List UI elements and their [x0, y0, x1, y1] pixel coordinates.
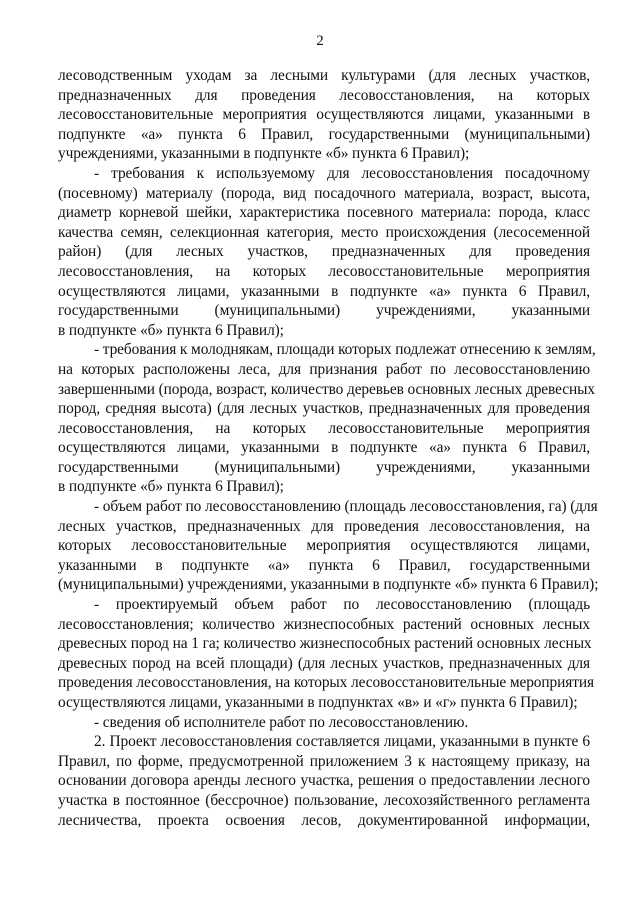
text-line: район) (для лесных участков, предназначенных для проведения — [58, 243, 590, 261]
text-line: качества семян, селекционная категория, место происхождения (лесосеменной — [58, 223, 590, 241]
text-line: лесовосстановления; количество жизнеспособных растений основных лесных — [58, 615, 590, 633]
text-line: на которых расположены леса, для признания работ по лесовосстановлению — [58, 360, 590, 378]
text-line: - сведения об исполнителе работ по лесовосстановлению. — [94, 713, 469, 731]
body-text — [58, 66, 599, 830]
text-line: лесовосстановления, на которых лесовосстановительные мероприятия — [58, 419, 590, 437]
text-line: завершенными (порода, возраст, количество деревьев основных лесных древесных — [58, 380, 595, 398]
text-line: которых лесовосстановительные мероприятия осуществляются лицами, — [58, 537, 590, 555]
text-line: в подпункте «б» пункта 6 Правил); — [58, 478, 284, 496]
text-line: (муниципальными) учреждениями, указанными в подпункте «б» пункта 6 Правил); — [58, 576, 599, 594]
text-line: указанными в подпункте «а» пункта 6 Правил, государственными — [58, 556, 590, 574]
text-line: (посевному) материалу (порода, вид посадочного материала, возраст, высота, — [58, 184, 590, 202]
text-line: государственными (муниципальными) учреждениями, указанными — [58, 302, 590, 320]
text-line: участка в постоянное (бессрочное) пользование, лесохозяйственного регламента — [58, 791, 590, 809]
text-line: - требования к используемому для лесовосстановления посадочному — [94, 164, 590, 182]
text-line: предназначенных для проведения лесовосстановления, на которых — [58, 86, 590, 104]
text-line: 2. Проект лесовосстановления составляется лицами, указанными в пункте 6 — [94, 733, 590, 751]
text-line: - требования к молоднякам, площади которых подлежат отнесению к землям, — [94, 341, 596, 359]
text-line: лесных участков, предназначенных для проведения лесовосстановления, на — [58, 517, 590, 535]
text-line: осуществляются лицами, указанными в подпункте «а» пункта 6 Правил, — [58, 439, 590, 457]
page-number: 2 — [316, 33, 324, 49]
text-line: основании договора аренды лесного участка, решения о предоставлении лесного — [58, 772, 590, 790]
text-line: в подпункте «б» пункта 6 Правил); — [58, 321, 284, 339]
text-line: древесных пород на 1 га; количество жизнеспособных растений основных лесных — [58, 635, 592, 653]
text-line: - проектируемый объем работ по лесовосстановлению (площадь — [94, 596, 590, 614]
text-line: диаметр корневой шейки, характеристика посевного материала: порода, класс — [58, 204, 590, 222]
text-line: лесовосстановления, на которых лесовосстановительные мероприятия — [58, 262, 590, 280]
text-line: пород, средняя высота) (для лесных участков, предназначенных для проведения — [58, 400, 590, 418]
text-line: - объем работ по лесовосстановлению (площадь лесовосстановления, га) (для — [94, 498, 598, 516]
text-line: учреждениями, указанными в подпункте «б» пункта 6 Правил); — [58, 145, 470, 163]
text-line: государственными (муниципальными) учреждениями, указанными — [58, 458, 590, 476]
text-line: лесовосстановительные мероприятия осуществляются лицами, указанными в — [58, 106, 590, 124]
text-line: проведения лесовосстановления, на которых лесовосстановительные мероприятия — [58, 674, 594, 692]
text-line: осуществляются лицами, указанными в подпункте «а» пункта 6 Правил, — [58, 282, 590, 300]
text-line: подпункте «а» пункта 6 Правил, государственными (муниципальными) — [58, 125, 590, 143]
text-line: лесничества, проекта освоения лесов, документированной информации, — [58, 811, 590, 829]
text-line: Правил, по форме, предусмотренной приложением 3 к настоящему приказу, на — [58, 752, 590, 770]
text-line: лесоводственным уходам за лесными культурами (для лесных участков, — [58, 67, 590, 84]
text-line: осуществляются лицами, указанными в подпунктах «в» и «г» пункта 6 Правил); — [58, 694, 578, 711]
text-line: древесных пород на всей площади) (для лесных участков, предназначенных для — [58, 654, 590, 672]
